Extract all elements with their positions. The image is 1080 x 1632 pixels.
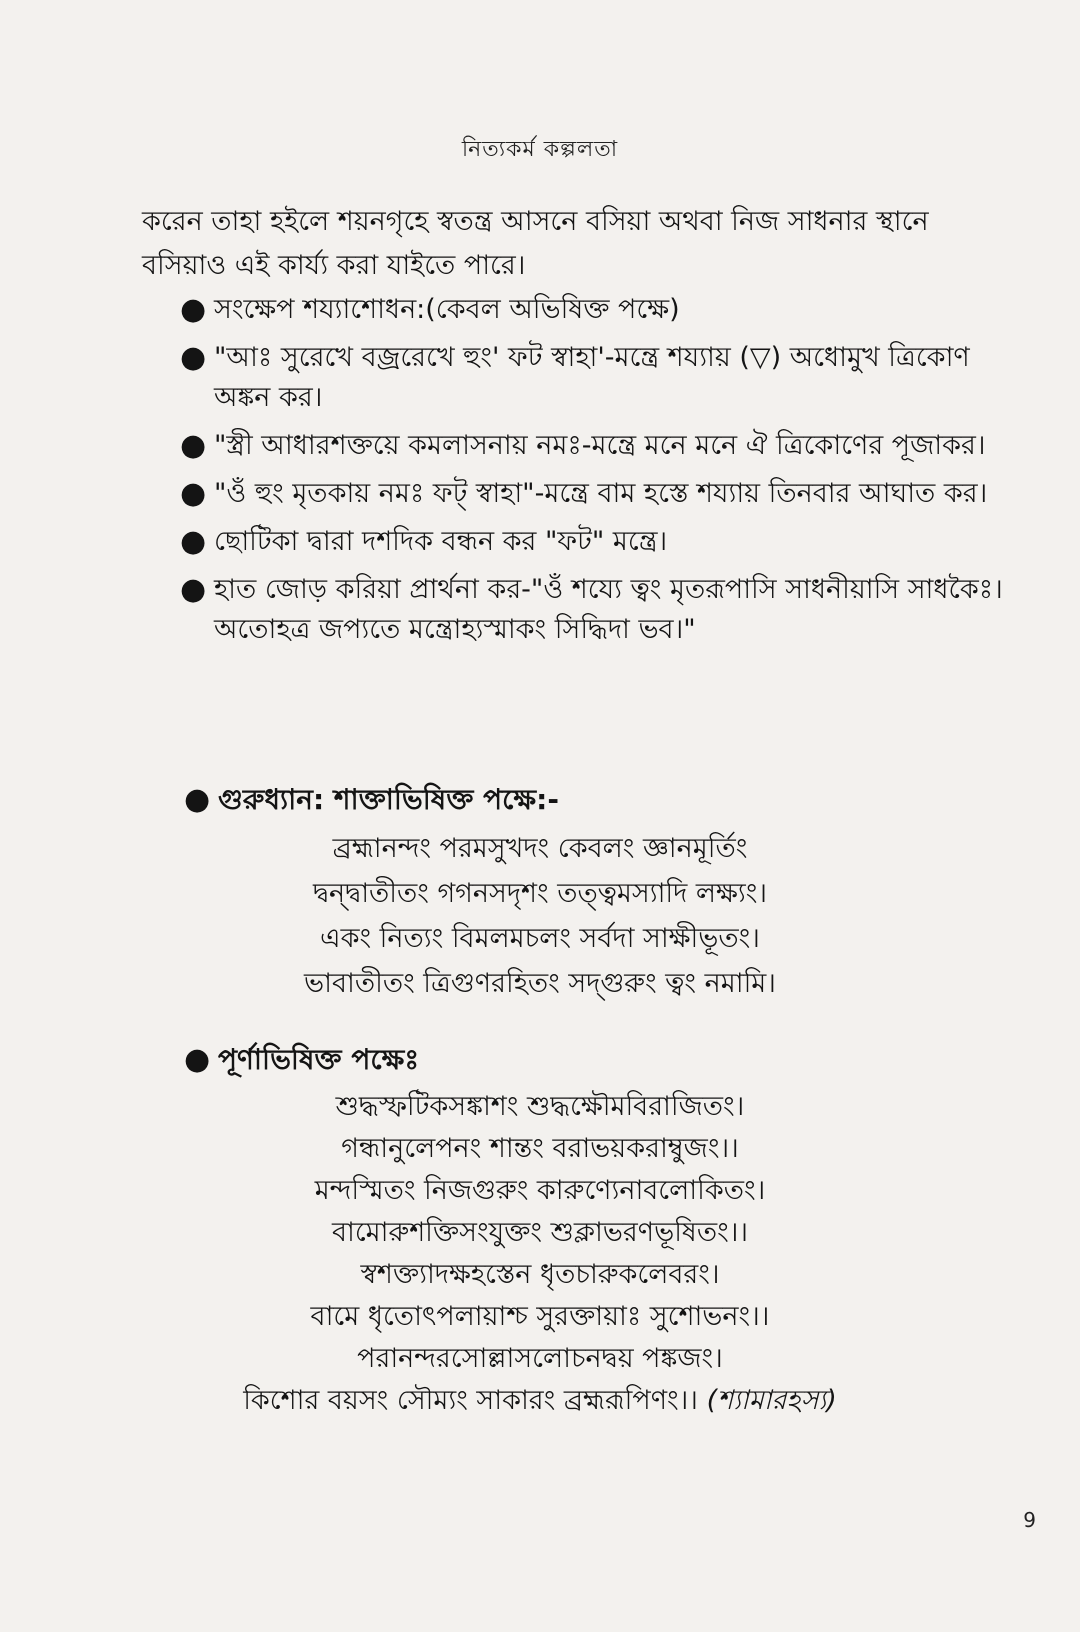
verse-line: মন্দস্মিতং নিজগুরুং কারুণ্যেনাবলোকিতং। <box>314 1175 766 1206</box>
verse-line: একং নিত্যং বিমলমচলং সর্বদা সাক্ষীভূতং। <box>320 923 760 954</box>
bullet-icon: ● <box>184 1042 211 1077</box>
bullet-icon: ● <box>180 572 207 607</box>
verse-line: দ্বন্দ্বাতীতং গগনসদৃশং তত্ত্বমস্যাদি লক্ষ্যং। <box>313 878 767 909</box>
section-heading-text: গুরুধ্যান: শাক্তাভিষিক্ত পক্ষে:- <box>218 783 559 816</box>
verse-line: ব্রহ্মানন্দং পরমসুখদং কেবলং জ্ঞানমূর্তিং <box>332 833 748 864</box>
list-item <box>180 522 1020 562</box>
verse-line: শুদ্ধস্ফটিকসঙ্কাশং শুদ্ধক্ষৌমবিরাজিতং। <box>335 1091 745 1122</box>
step-text: হাত জোড় করিয়া প্রার্থনা কর-"ওঁ শয্যে ত্বং মৃতরূপাসি সাধনীয়াসি সাধকৈঃ।অতোহত্র জপ্যতে মন্ত্রোহ্যস্মাকং সিদ্ধিদা ভব।" <box>214 574 1003 645</box>
intro-paragraph: করেন তাহা হইলে শয়নগৃহে স্বতন্ত্র আসনে বসিয়া অথবা নিজ সাধনার স্থানে বসিয়াও এই কার্য্য করা যাইতে পারে। <box>142 206 929 281</box>
verse-line: বামোরুশক্তিসংযুক্তং শুক্লাভরণভূষিতং।। <box>331 1217 749 1248</box>
bullet-icon: ● <box>180 340 207 375</box>
step-text: সংক্ষেপ শয্যাশোধন:(কেবল অভিষিক্ত পক্ষে) <box>214 294 680 325</box>
step-list <box>180 290 1020 658</box>
bullet-icon: ● <box>180 428 207 463</box>
verse-line: বামে ধৃতোৎপলায়াশ্চ সুরক্তায়াঃ সুশোভনং।। <box>310 1301 770 1332</box>
list-item <box>180 474 1020 514</box>
verse-line-final <box>0 1380 1080 1422</box>
verse-line: পরানন্দরসোল্লাসলোচনদ্বয় পঙ্কজং। <box>357 1343 723 1374</box>
bullet-icon: ● <box>180 476 207 511</box>
step-text: "আঃ সুরেখে বজ্ররেখে হুং' ফট স্বাহা'-মন্ত্রে শয্যায় (▽) অধোমুখ ত্রিকোণ অঙ্কন কর। <box>214 342 970 413</box>
section-heading-purnabhishikta <box>184 1040 420 1080</box>
verse-line: গন্ধানুলেপনং শান্তং বরাভয়করাম্বুজং।। <box>341 1133 739 1164</box>
list-item <box>180 570 1020 650</box>
list-item <box>180 426 1020 466</box>
running-title: নিত্যকর্ম কল্পলতা <box>461 137 619 162</box>
bullet-icon: ● <box>180 292 207 327</box>
section-heading-text: পূর্ণাভিষিক্ত পক্ষেঃ <box>218 1043 420 1076</box>
verse-block-1 <box>0 826 1080 1006</box>
list-item <box>180 290 1020 330</box>
step-text: "ওঁ হুং মৃতকায় নমঃ ফট্ স্বাহা"-মন্ত্রে বাম হস্তে শয্যায় তিনবার আঘাত কর। <box>214 478 988 509</box>
bullet-icon: ● <box>180 524 207 559</box>
verse-line: স্বশক্ত্যাদক্ষহস্তেন ধৃতচারুকলেবরং। <box>360 1259 720 1290</box>
verse-line: ভাবাতীতং ত্রিগুণরহিতং সদ্গুরুং ত্বং নমামি। <box>304 968 776 999</box>
section-heading-guru-dhyan <box>184 780 559 820</box>
bullet-icon: ● <box>184 782 211 817</box>
page-number: 9 <box>1023 1508 1036 1532</box>
list-item <box>180 338 1020 418</box>
verse-block-2 <box>0 1086 1080 1422</box>
citation: (শ্যামারহস্য) <box>706 1385 837 1416</box>
step-text: ছোটিকা দ্বারা দশদিক বন্ধন কর "ফট" মন্ত্রে। <box>214 526 668 557</box>
verse-line: কিশোর বয়সং সৌম্যং সাকারং ব্রহ্মরূপিণং।। <box>243 1385 698 1416</box>
step-text: "স্ত্রী আধারশক্তয়ে কমলাসনায় নমঃ-মন্ত্রে মনে মনে ঐ ত্রিকোণের পূজাকর। <box>214 430 986 461</box>
